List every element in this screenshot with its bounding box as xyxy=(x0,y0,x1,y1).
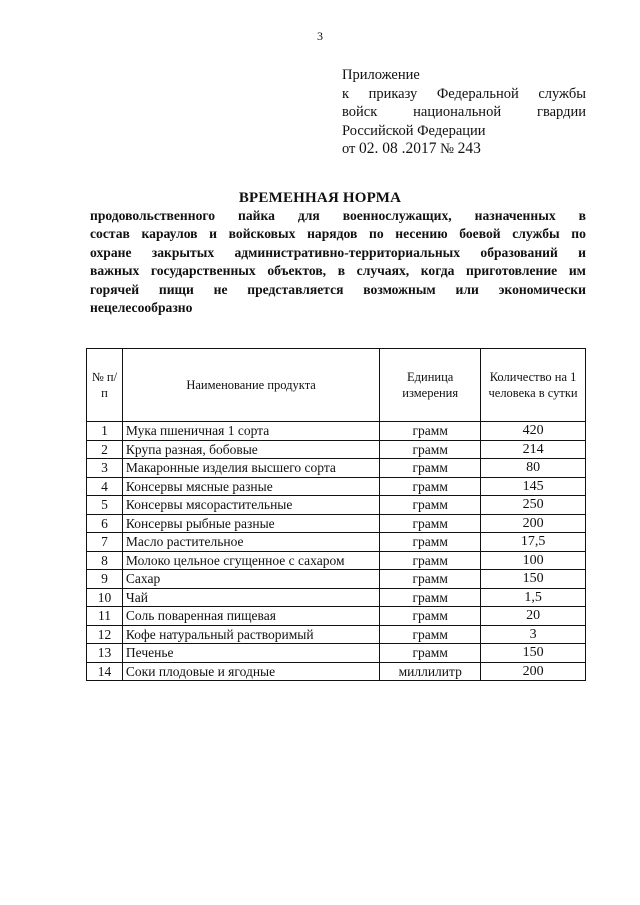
product-name: Консервы рыбные разные xyxy=(122,514,379,533)
subtitle-word: и xyxy=(578,244,586,260)
product-name: Консервы мясорастительные xyxy=(122,496,379,515)
product-name: Сахар xyxy=(122,570,379,589)
row-number: 7 xyxy=(87,533,123,552)
unit-of-measure: грамм xyxy=(380,533,481,552)
unit-of-measure: грамм xyxy=(380,607,481,626)
daily-quantity: 1,5 xyxy=(481,588,586,607)
appendix-word: к xyxy=(342,85,350,102)
product-name: Чай xyxy=(122,588,379,607)
table-row xyxy=(87,644,586,663)
subtitle-word: продовольственного xyxy=(90,208,215,223)
table-row xyxy=(87,422,586,441)
subtitle-word: по xyxy=(571,226,586,242)
header-product-name: Наименование продукта xyxy=(122,349,379,422)
subtitle-word: или xyxy=(455,281,479,297)
subtitle-word: государственных xyxy=(150,263,256,279)
daily-quantity: 145 xyxy=(481,477,586,496)
table-row xyxy=(87,607,586,626)
row-number: 1 xyxy=(87,422,123,441)
unit-of-measure: грамм xyxy=(380,588,481,607)
subtitle-word: им xyxy=(568,263,586,279)
subtitle-word: пищи xyxy=(158,281,194,297)
subtitle-line xyxy=(90,281,586,299)
unit-of-measure: грамм xyxy=(380,422,481,441)
row-number: 2 xyxy=(87,440,123,459)
appendix-date-line xyxy=(342,140,586,159)
row-number: 11 xyxy=(87,607,123,626)
subtitle-word: войсковых xyxy=(228,226,296,242)
product-name: Печенье xyxy=(122,644,379,663)
number-sign: № xyxy=(440,141,454,158)
appendix-word: войск xyxy=(342,104,378,121)
daily-quantity: 420 xyxy=(481,422,586,441)
row-number: 3 xyxy=(87,459,123,478)
product-name: Соль поваренная пищевая xyxy=(122,607,379,626)
subtitle-word: административно-территориальных xyxy=(234,244,461,260)
unit-of-measure: грамм xyxy=(380,496,481,515)
header-unit: Единица измерения xyxy=(380,349,481,422)
unit-of-measure: грамм xyxy=(380,477,481,496)
unit-of-measure: грамм xyxy=(380,570,481,589)
row-number: 10 xyxy=(87,588,123,607)
table-header-row xyxy=(87,349,586,422)
row-number: 14 xyxy=(87,662,123,681)
appendix-troops-line xyxy=(342,103,586,122)
table-row xyxy=(87,662,586,681)
subtitle-word: объектов, xyxy=(267,263,327,279)
header-quantity: Количество на 1 человека в сутки xyxy=(481,349,586,422)
subtitle-word: военнослужащих, xyxy=(342,208,452,223)
daily-quantity: 100 xyxy=(481,551,586,570)
table-row xyxy=(87,570,586,589)
subtitle-line xyxy=(90,225,586,243)
subtitle-word: в xyxy=(578,208,586,223)
subtitle-line xyxy=(90,244,586,262)
order-date: 02. 08 .2017 xyxy=(359,140,437,158)
subtitle-word: и xyxy=(209,226,217,242)
unit-of-measure: грамм xyxy=(380,514,481,533)
subtitle-word: для xyxy=(297,208,320,223)
unit-of-measure: грамм xyxy=(380,440,481,459)
subtitle-word: представляется xyxy=(247,281,344,297)
subtitle-word: нецелесообразно xyxy=(90,300,193,316)
product-name: Молоко цельное сгущенное с сахаром xyxy=(122,551,379,570)
appendix-word: службы xyxy=(538,85,586,102)
appendix-label: Приложение xyxy=(342,67,420,83)
subtitle-word: случаях, xyxy=(356,263,410,279)
daily-quantity: 200 xyxy=(481,514,586,533)
daily-quantity: 20 xyxy=(481,607,586,626)
subtitle-word: образований xyxy=(480,244,558,260)
product-name: Макаронные изделия высшего сорта xyxy=(122,459,379,478)
subtitle-word: не xyxy=(213,281,228,297)
table-row xyxy=(87,533,586,552)
subtitle-word: возможным xyxy=(363,281,436,297)
appendix-order-line xyxy=(342,85,586,104)
row-number: 12 xyxy=(87,625,123,644)
subtitle-word: караулов xyxy=(141,226,198,242)
appendix-word: гвардии xyxy=(537,104,586,121)
appendix-country-line: Российской Федерации xyxy=(342,122,486,139)
appendix-block xyxy=(342,66,586,159)
subtitle-word: назначенных xyxy=(474,208,556,223)
row-number: 5 xyxy=(87,496,123,515)
subtitle-word: нарядов xyxy=(307,226,358,242)
product-name: Кофе натуральный растворимый xyxy=(122,625,379,644)
order-number: 243 xyxy=(457,140,481,158)
daily-quantity: 214 xyxy=(481,440,586,459)
unit-of-measure: грамм xyxy=(380,644,481,663)
table-row xyxy=(87,477,586,496)
subtitle-word: по xyxy=(368,226,384,242)
subtitle-word: горячей xyxy=(90,281,140,297)
table-body xyxy=(87,422,586,681)
product-name: Масло растительное xyxy=(122,533,379,552)
date-prefix: от xyxy=(342,141,356,158)
subtitle-word: состав xyxy=(90,226,130,242)
table-row xyxy=(87,459,586,478)
document-subtitle xyxy=(90,207,586,317)
subtitle-word: в xyxy=(337,263,346,279)
row-number: 13 xyxy=(87,644,123,663)
subtitle-word: службы xyxy=(512,226,560,242)
subtitle-line xyxy=(90,207,586,225)
subtitle-word: важных xyxy=(90,263,140,279)
table-row xyxy=(87,625,586,644)
table-row xyxy=(87,588,586,607)
row-number: 6 xyxy=(87,514,123,533)
appendix-word: Федеральной xyxy=(436,85,519,102)
subtitle-word: приготовление xyxy=(466,263,558,279)
table-row xyxy=(87,551,586,570)
table-row xyxy=(87,440,586,459)
unit-of-measure: миллилитр xyxy=(380,662,481,681)
daily-quantity: 17,5 xyxy=(481,533,586,552)
subtitle-word: охране xyxy=(90,244,132,260)
product-name: Консервы мясные разные xyxy=(122,477,379,496)
daily-quantity: 80 xyxy=(481,459,586,478)
ration-table xyxy=(86,348,586,681)
daily-quantity: 150 xyxy=(481,644,586,663)
row-number: 4 xyxy=(87,477,123,496)
product-name: Соки плодовые и ягодные xyxy=(122,662,379,681)
unit-of-measure: грамм xyxy=(380,459,481,478)
subtitle-line xyxy=(90,299,586,317)
subtitle-word: когда xyxy=(420,263,455,279)
daily-quantity: 3 xyxy=(481,625,586,644)
subtitle-line xyxy=(90,262,586,280)
row-number: 9 xyxy=(87,570,123,589)
row-number: 8 xyxy=(87,551,123,570)
product-name: Крупа разная, бобовые xyxy=(122,440,379,459)
table-row xyxy=(87,496,586,515)
product-name: Мука пшеничная 1 сорта xyxy=(122,422,379,441)
subtitle-word: пайка xyxy=(237,208,275,223)
unit-of-measure: грамм xyxy=(380,551,481,570)
subtitle-word: закрытых xyxy=(151,244,215,260)
daily-quantity: 200 xyxy=(481,662,586,681)
appendix-word: приказу xyxy=(368,85,418,102)
appendix-word: национальной xyxy=(413,104,502,121)
document-title: ВРЕМЕННАЯ НОРМА xyxy=(238,190,402,206)
daily-quantity: 150 xyxy=(481,570,586,589)
subtitle-word: боевой xyxy=(459,226,501,242)
subtitle-word: несению xyxy=(395,226,448,242)
unit-of-measure: грамм xyxy=(380,625,481,644)
daily-quantity: 250 xyxy=(481,496,586,515)
table-row xyxy=(87,514,586,533)
page-number: 3 xyxy=(317,29,323,43)
header-number: № п/п xyxy=(87,349,123,422)
subtitle-word: экономически xyxy=(498,281,586,297)
